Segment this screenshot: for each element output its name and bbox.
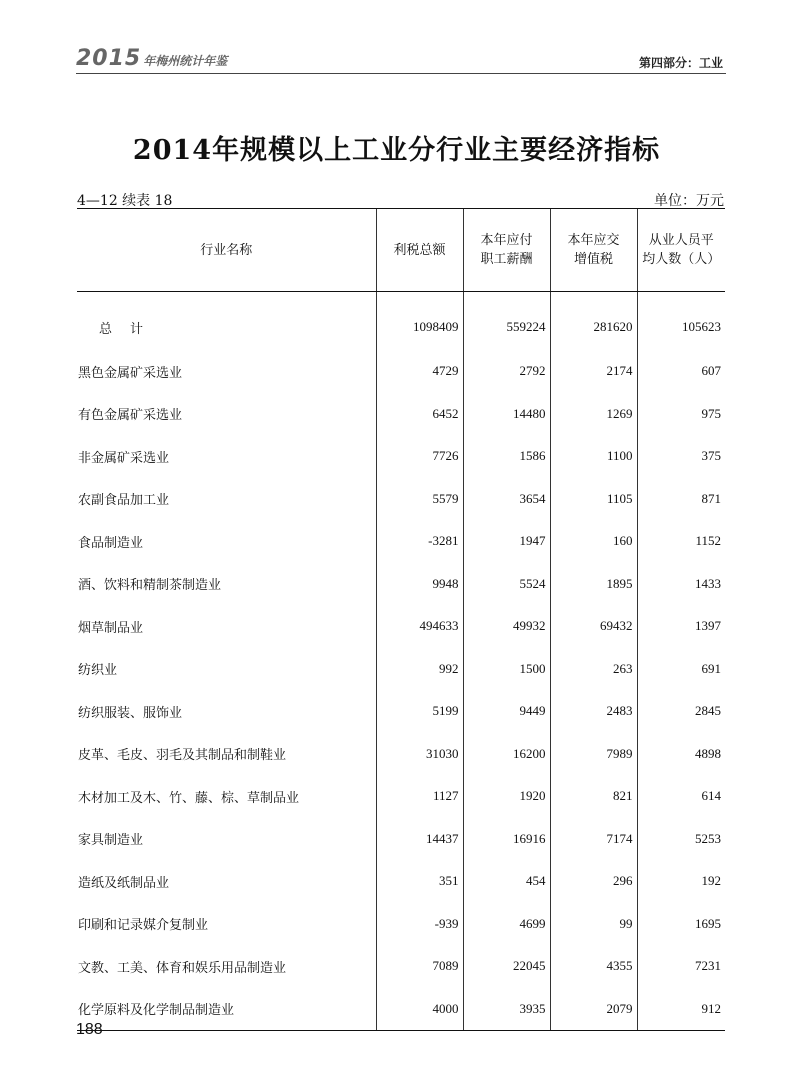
industry-name-cell: 农副食品加工业: [78, 493, 170, 509]
profit-tax-cell: 31030: [376, 733, 463, 776]
table-row: [77, 520, 725, 563]
industry-name-cell: 有色金属矿采选业: [78, 408, 183, 424]
industry-name-cell: 文教、工美、体育和娱乐用品制造业: [78, 960, 287, 976]
header-section: 第四部分：工业: [638, 56, 723, 70]
wages-cell: 1947: [463, 520, 550, 563]
wages-cell: 1586: [463, 435, 550, 478]
vat-cell: 1105: [550, 478, 637, 521]
wages-cell: 454: [463, 860, 550, 903]
employees-cell: 912: [637, 988, 725, 1031]
profit-tax-cell: 14437: [376, 818, 463, 861]
employees-cell: 5253: [637, 818, 725, 861]
profit-tax-cell: 5199: [376, 690, 463, 733]
vat-cell: 296: [550, 860, 637, 903]
employees-cell: 871: [637, 478, 725, 521]
vat-cell: 281620: [550, 292, 637, 351]
profit-tax-cell: 9948: [376, 563, 463, 606]
header-book-name: 年梅州统计年鉴: [143, 54, 228, 68]
column-header-profit-tax: 利税总额: [376, 209, 463, 292]
table-row: [77, 478, 725, 521]
industry-name-cell: 印刷和记录媒介复制业: [78, 918, 209, 934]
employees-cell: 4898: [637, 733, 725, 776]
vat-cell: 7989: [550, 733, 637, 776]
industry-name-cell: 家具制造业: [78, 833, 144, 849]
vat-cell: 1895: [550, 563, 637, 606]
profit-tax-cell: -939: [376, 903, 463, 946]
vat-cell: 821: [550, 775, 637, 818]
profit-tax-cell: 494633: [376, 605, 463, 648]
employees-cell: 607: [637, 350, 725, 393]
industry-name-cell: 总计: [99, 321, 162, 337]
employees-cell: 691: [637, 648, 725, 691]
wages-cell: 559224: [463, 292, 550, 351]
page-title: 2014年规模以上工业分行业主要经济指标: [132, 135, 661, 166]
employees-cell: 975: [637, 393, 725, 436]
industry-name-cell: 化学原料及化学制品制造业: [77, 988, 376, 1031]
table-row: [77, 350, 725, 393]
wages-cell: 22045: [463, 945, 550, 988]
page-number: 188: [76, 1021, 103, 1038]
employees-cell: 1397: [637, 605, 725, 648]
wages-cell: 3935: [463, 988, 550, 1031]
industry-name-cell: 皮革、毛皮、羽毛及其制品和制鞋业: [78, 748, 287, 764]
wages-cell: 4699: [463, 903, 550, 946]
table-row: [77, 690, 725, 733]
table-row: [77, 393, 725, 436]
employees-cell: 192: [637, 860, 725, 903]
wages-cell: 14480: [463, 393, 550, 436]
table-row: [77, 945, 725, 988]
profit-tax-cell: 7089: [376, 945, 463, 988]
vat-cell: 4355: [550, 945, 637, 988]
profit-tax-cell: -3281: [376, 520, 463, 563]
industry-name-cell: 非金属矿采选业: [78, 450, 170, 466]
profit-tax-cell: 6452: [376, 393, 463, 436]
table-row: [77, 563, 725, 606]
table-row: [77, 733, 725, 776]
industry-name-cell: 纺织业: [78, 663, 118, 679]
profit-tax-cell: 4000: [376, 988, 463, 1031]
vat-cell: 160: [550, 520, 637, 563]
table-caption-row: [77, 187, 724, 209]
vat-cell: 69432: [550, 605, 637, 648]
column-header-vat: 本年应交 增值税: [550, 209, 637, 292]
vat-cell: 1100: [550, 435, 637, 478]
profit-tax-cell: 5579: [376, 478, 463, 521]
industry-name-cell: 食品制造业: [78, 535, 144, 551]
wages-cell: 49932: [463, 605, 550, 648]
table-row: [77, 648, 725, 691]
table-row-total: [77, 292, 725, 351]
table-id: 4—12 续表 18: [77, 193, 173, 209]
profit-tax-cell: 1098409: [376, 292, 463, 351]
wages-cell: 9449: [463, 690, 550, 733]
wages-cell: 5524: [463, 563, 550, 606]
column-header-employees: 从业人员平 均人数（人）: [637, 209, 725, 292]
table-row: [77, 775, 725, 818]
industry-name-cell: 木材加工及木、竹、藤、棕、草制品业: [78, 790, 300, 806]
vat-cell: 7174: [550, 818, 637, 861]
employees-cell: 2845: [637, 690, 725, 733]
employees-cell: 1695: [637, 903, 725, 946]
wages-cell: 16916: [463, 818, 550, 861]
vat-cell: 99: [550, 903, 637, 946]
column-header-industry: 行业名称: [77, 209, 376, 292]
vat-cell: 2174: [550, 350, 637, 393]
running-header: [0, 44, 793, 74]
industry-name-cell: 烟草制品业: [78, 620, 144, 636]
employees-cell: 105623: [637, 292, 725, 351]
industry-name-cell: 酒、饮料和精制茶制造业: [78, 578, 222, 594]
employees-cell: 1433: [637, 563, 725, 606]
table-row: [77, 818, 725, 861]
profit-tax-cell: 7726: [376, 435, 463, 478]
table-header-row: [77, 209, 725, 292]
vat-cell: 2483: [550, 690, 637, 733]
industry-name-cell: 造纸及纸制品业: [78, 875, 170, 891]
table-row: [77, 903, 725, 946]
industry-name-cell: 纺织服装、服饰业: [78, 705, 183, 721]
employees-cell: 7231: [637, 945, 725, 988]
wages-cell: 3654: [463, 478, 550, 521]
vat-cell: 2079: [550, 988, 637, 1031]
table-row: [77, 605, 725, 648]
employees-cell: 375: [637, 435, 725, 478]
profit-tax-cell: 1127: [376, 775, 463, 818]
employees-cell: 1152: [637, 520, 725, 563]
header-year: 2015: [76, 46, 142, 71]
table-row: [77, 988, 725, 1031]
vat-cell: 1269: [550, 393, 637, 436]
unit-label: 单位：万元: [654, 193, 724, 209]
wages-cell: 1500: [463, 648, 550, 691]
table-body: [77, 292, 725, 1031]
table-row: [77, 435, 725, 478]
profit-tax-cell: 351: [376, 860, 463, 903]
yearbook-logo: [76, 46, 227, 71]
employees-cell: 614: [637, 775, 725, 818]
wages-cell: 16200: [463, 733, 550, 776]
profit-tax-cell: 992: [376, 648, 463, 691]
table-row: [77, 860, 725, 903]
column-header-wages: 本年应付 职工薪酬: [463, 209, 550, 292]
wages-cell: 2792: [463, 350, 550, 393]
header-divider: [76, 73, 726, 74]
vat-cell: 263: [550, 648, 637, 691]
wages-cell: 1920: [463, 775, 550, 818]
industry-name-cell: 黑色金属矿采选业: [78, 365, 183, 381]
profit-tax-cell: 4729: [376, 350, 463, 393]
indicator-table: [77, 208, 725, 1031]
